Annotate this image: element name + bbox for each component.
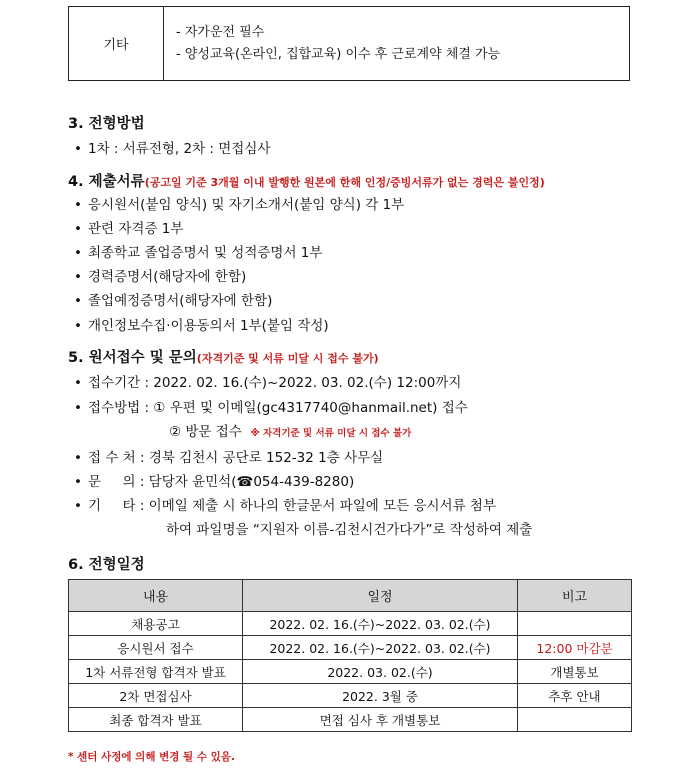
table-row <box>69 708 632 732</box>
sec5-method-1: • 접수방법 : ① 우편 및 이메일(gc4317740@hanmail.net) 접수 <box>74 400 468 416</box>
schedule-header-date: 일정 <box>243 580 518 612</box>
schedule-header-note: 비고 <box>518 580 632 612</box>
sec5-period: • 접수기간 : 2022. 02. 16.(수)~2022. 03. 02.(수) 12:00까지 <box>74 375 462 391</box>
sec5-etc-1: • 기 타 : 이메일 제출 시 하나의 한글문서 파일에 모든 응시서류 첨부 <box>74 498 496 514</box>
sec4-item: • 관련 자격증 1부 <box>74 221 184 237</box>
section-3-title: 3. 전형방법 <box>68 116 145 132</box>
sec3-item-text: 1차 : 서류전형, 2차 : 면접심사 <box>88 141 271 157</box>
sec5-contact: • 문 의 : 담당자 윤민석(☎054-439-8280) <box>74 474 355 490</box>
table-cell: 12:00 마감분 <box>518 636 632 660</box>
table-cell: 채용공고 <box>69 612 243 636</box>
table-cell: 응시원서 접수 <box>69 636 243 660</box>
table-cell: 2022. 02. 16.(수)~2022. 03. 02.(수) <box>243 636 518 660</box>
table-row <box>69 636 632 660</box>
sec4-item: • 응시원서(붙임 양식) 및 자기소개서(붙임 양식) 각 1부 <box>74 197 405 213</box>
sec3-item-1 <box>74 137 270 157</box>
schedule-header-row <box>69 580 632 612</box>
table-cell: 2차 면접심사 <box>69 684 243 708</box>
section-4-note: (공고일 기준 3개월 이내 발행한 원본에 한해 인정/증빙서류가 없는 경력은 불인정) <box>144 176 545 189</box>
schedule-header-content: 내용 <box>69 580 243 612</box>
section-4-heading <box>68 170 545 191</box>
section-5-title: 5. 원서접수 및 문의 <box>68 350 197 366</box>
section-6-title: 6. 전형일정 <box>68 557 145 573</box>
table-cell: 2022. 3월 중 <box>243 684 518 708</box>
table-row <box>69 660 632 684</box>
bullet: • <box>74 141 82 157</box>
table-row <box>69 612 632 636</box>
sec5-method-2-note: ※ 자격기준 및 서류 미달 시 접수 불가 <box>250 428 412 439</box>
table-cell: 면접 심사 후 개별통보 <box>243 708 518 732</box>
table-cell: 2022. 02. 16.(수)~2022. 03. 02.(수) <box>243 612 518 636</box>
table-cell <box>518 612 632 636</box>
other-line-2: - 양성교육(온라인, 집합교육) 이수 후 근로계약 체결 가능 <box>176 46 501 62</box>
section-5-note: (자격기준 및 서류 미달 시 접수 불가) <box>196 352 379 365</box>
table-cell: 추후 안내 <box>518 684 632 708</box>
phone-icon: ☎ <box>236 474 254 490</box>
table-cell: 1차 서류전형 합격자 발표 <box>69 660 243 684</box>
table-cell: 개별통보 <box>518 660 632 684</box>
section-4-title: 4. 제출서류 <box>68 174 145 190</box>
sec4-item: • 최종학교 졸업증명서 및 성적증명서 1부 <box>74 245 323 261</box>
sec5-etc-2: 하여 파일명을 “지원자 이름-김천시건가다가”로 작성하여 제출 <box>166 522 533 538</box>
other-line-1: - 자가운전 필수 <box>176 24 265 40</box>
section-5-heading <box>68 346 379 367</box>
table-cell: 최종 합격자 발표 <box>69 708 243 732</box>
table-cell: 2022. 03. 02.(수) <box>243 660 518 684</box>
table-cell <box>518 708 632 732</box>
sec4-item: • 개인정보수집·이용동의서 1부(붙임 작성) <box>74 318 329 334</box>
table-row <box>69 684 632 708</box>
sec5-method-2: ② 방문 접수 ※ 자격기준 및 서류 미달 시 접수 불가 <box>169 424 412 440</box>
other-content <box>164 7 630 81</box>
other-info-table <box>68 6 630 81</box>
other-label: 기타 <box>69 7 164 81</box>
sec4-item: • 졸업예정증명서(해당자에 한함) <box>74 293 273 309</box>
sec4-item: • 경력증명서(해당자에 한함) <box>74 269 247 285</box>
schedule-footnote: * 센터 사정에 의해 변경 될 수 있음. <box>68 751 235 763</box>
sec5-place: • 접 수 처 : 경북 김천시 공단로 152-32 1층 사무실 <box>74 450 384 466</box>
schedule-table <box>68 579 632 732</box>
